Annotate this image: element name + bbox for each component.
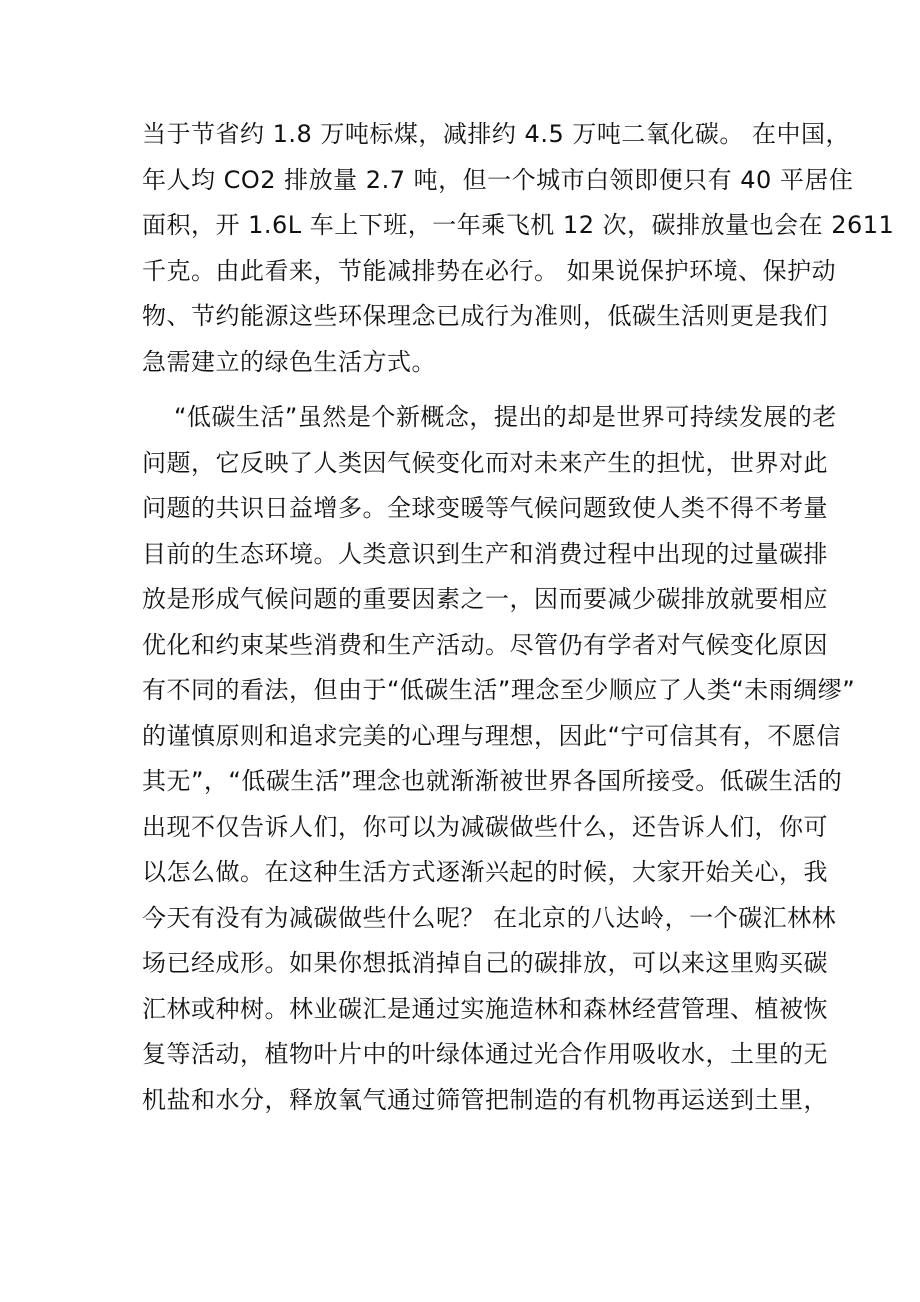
text-line: 问题的共识日益增多。全球变暖等气候问题致使人类不得不考量 — [142, 494, 828, 522]
text-line: 的谨慎原则和追求完美的心理与理想，因此“宁可信其有，不愿信 — [142, 721, 841, 750]
text-line: 复等活动，植物叶片中的叶绿体通过光合作用吸收水，土里的无 — [142, 1040, 828, 1068]
text-line: 面积，开 1.6L 车上下班，一年乘飞机 12 次，碳排放量也会在 2611 — [142, 211, 895, 239]
text-line: “低碳生活”虽然是个新概念，提出的却是世界可持续发展的老 — [174, 403, 837, 431]
text-line: 机盐和水分，释放氧气通过筛管把制造的有机物再运送到土里， — [142, 1085, 828, 1114]
text-line: 急需建立的绿色生活方式。 — [142, 347, 436, 376]
text-line: 问题，它反映了人类因气候变化而对未来产生的担忧，世界对此 — [142, 448, 828, 477]
text-line: 千克。由此看来，节能减排势在必行。 如果说保护环境、保护动 — [142, 256, 837, 285]
text-line: 目前的生态环境。人类意识到生产和消费过程中出现的过量碳排 — [142, 539, 828, 568]
text-line: 汇林或种树。林业碳汇是通过实施造林和森林经营管理、植被恢 — [142, 994, 828, 1023]
text-line: 放是形成气候问题的重要因素之一，因而要减少碳排放就要相应 — [142, 585, 828, 613]
text-line: 场已经成形。如果你想抵消掉自己的碳排放，可以来这里购买碳 — [142, 949, 828, 977]
text-line: 物、节约能源这些环保理念已成行为准则，低碳生活则更是我们 — [142, 302, 828, 330]
text-line: 出现不仅告诉人们，你可以为减碳做些什么，还告诉人们，你可 — [142, 812, 828, 841]
body-text — [142, 112, 895, 1123]
text-line: 优化和约束某些消费和生产活动。尽管仍有学者对气候变化原因 — [142, 630, 828, 659]
text-line: 其无”，“低碳生活”理念也就渐渐被世界各国所接受。低碳生活的 — [142, 767, 843, 795]
text-line: 年人均 CO2 排放量 2.7 吨，但一个城市白领即便只有 40 平居住 — [142, 165, 854, 194]
text-line: 当于节省约 1.8 万吨标煤，减排约 4.5 万吨二氧化碳。 在中国， — [142, 120, 850, 148]
text-line: 以怎么做。在这种生活方式逐渐兴起的时候，大家开始关心，我 — [142, 858, 828, 886]
text-line: 有不同的看法，但由于“低碳生活”理念至少顺应了人类“未雨绸缪” — [142, 676, 856, 704]
text-line: 今天有没有为减碳做些什么呢？ 在北京的八达岭，一个碳汇林林 — [142, 903, 837, 932]
